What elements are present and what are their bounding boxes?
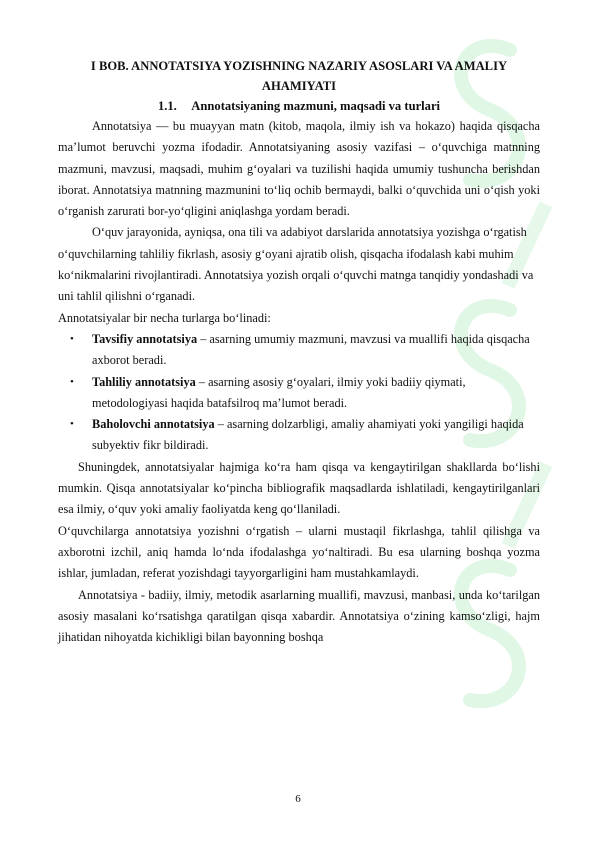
types-list: [58, 329, 540, 457]
bullet-icon: •: [70, 375, 74, 388]
list-item: [58, 414, 540, 457]
type-description: – asarning umumiy mazmuni, mavzusi va muallifi haqida qisqacha axborot beradi.: [92, 331, 530, 368]
paragraph-teaching: O‘quvchilarga annotatsiya yozishni o‘rgatish – ularni mustaqil fikrlashga, tahlil qilishga va axborotni izchil, aniq hamda lo‘nda ifodalashga yo‘naltiradi. Bu esa ularning boshqa yozma ishlar, jumladan, referat yozishdagi tayyorgarligini ham mustahkamlaydi.: [58, 523, 540, 581]
section-title: Annotatsiyaning mazmuni, maqsadi va turlari: [191, 99, 441, 113]
paragraph-learning: O‘quv jarayonida, ayniqsa, ona tili va adabiyot darslarida annotatsiya yozishga o‘rgatish o‘quvchilarning tahliliy fikrlash, asosiy g‘oyani ajratib olish, qisqacha ifodalash kabi muhim ko‘nikmalarini rivojlantiradi. Annotatsiya yozish orqali o‘quvchi matnga tanqidiy yondashadi va uni tahlil qilishni o‘rganadi.: [58, 225, 534, 304]
type-description: – asarning asosiy g‘oyalari, ilmiy yoki badiiy qiymati, metodologiyasi haqida batafsilroq ma’lumot beradi.: [92, 374, 466, 410]
paragraph-definition: Annotatsiya — bu muayyan matn (kitob, maqola, ilmiy ish va hokazo) haqida qisqacha ma’lumot beruvchi yozma ifodadir. Annotatsiyaning asosiy vazifasi – o‘quvchiga matnning mazmuni, mavzusi, maqsadi, muhim g‘oyalari va tuzilishi haqida umumiy tushuncha berishdan iborat. Annotatsiya matnning mazmunini to‘liq ochib bermaydi, balki o‘quvchida uni o‘qish yoki o‘rganish zarurati bor-yo‘qligini aniqlashga yordam beradi.: [58, 119, 540, 219]
paragraph-annotation-definition: Annotatsiya - badiiy, ilmiy, metodik asarlarning muallifi, mavzusi, manbasi, unda ko‘tarilgan asosiy masalani ko‘rsatishga qaratilgan qisqa xabardir. Annotatsiya o‘zining kamso‘zligi, hajm jihatidan nihoyatda kichikligi bilan bayonning boshqa: [58, 587, 540, 645]
paragraph-types-intro: Annotatsiyalar bir necha turlarga bo‘linadi:: [58, 310, 271, 325]
document-page: [58, 56, 540, 648]
page-number: 6: [295, 793, 301, 805]
type-term: Tahliliy annotatsiya: [92, 374, 196, 389]
type-term: Tavsifiy annotatsiya: [92, 331, 198, 346]
section-heading: [58, 96, 540, 116]
paragraph-volume: Shuningdek, annotatsiyalar hajmiga ko‘ra ham qisqa va kengaytirilgan shakllarda bo‘lishi mumkin. Qisqa annotatsiyalar ko‘pincha bibliografik maqsadlarda ishlatiladi, kengaytirilganlari esa ilmiy, o‘quv yoki amaliy faoliyatda keng qo‘llaniladi.: [58, 459, 540, 517]
chapter-title: I BOB. ANNOTATSIYA YOZISHNING NAZARIY ASOSLARI VA AMALIY AHAMIYATI: [90, 59, 508, 93]
bullet-icon: •: [70, 418, 74, 431]
section-number: 1.1.: [157, 99, 177, 113]
list-item: [58, 329, 540, 372]
type-term: Baholovchi annotatsiya: [92, 417, 215, 432]
bullet-icon: •: [70, 332, 74, 345]
list-item: [58, 372, 540, 415]
type-description: – asarning dolzarbligi, amaliy ahamiyati yoki yangiligi haqida subyektiv fikr bildiradi.: [92, 417, 524, 453]
